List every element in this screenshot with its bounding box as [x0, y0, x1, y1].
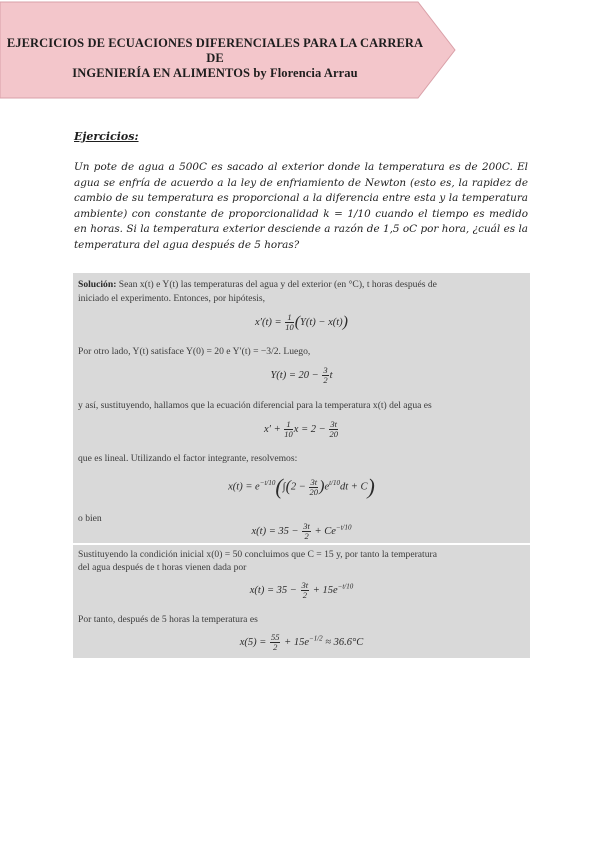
solution-line-4: y así, sustituyendo, hallamos que la ecuación diferencial para la temperatura x(t) del agua es	[78, 400, 432, 411]
solution-image-part-2	[73, 545, 530, 658]
title-banner	[0, 0, 600, 100]
equation-newton: x′(t) = $\frac{1}{10}$ (Y(t) − x(t))	[254, 312, 348, 332]
document-title	[0, 36, 430, 81]
solution-line-1	[78, 279, 526, 290]
solution-line-6: o bien	[78, 513, 102, 524]
equation-final-result: x(5) = $\frac{55}{2}$ + $15e^{-1/2} \approx 36.6^\circ C$	[239, 632, 364, 652]
solution-line-2: iniciado el experimento. Entonces, por hipótesis,	[78, 293, 266, 304]
solution2-line-2: del agua después de t horas vienen dada por	[78, 562, 247, 573]
solution-line-5: que es lineal. Utilizando el factor integrante, resolvemos:	[78, 453, 298, 464]
solution-lead: Solución:	[78, 279, 117, 290]
solution2-line-1: Sustituyendo la condición inicial x(0) = 50 concluimos que C = 15 y, por tanto la temperatura	[78, 549, 437, 560]
equation-integrating-factor: $x(t) = e^{-t/10}(\int(2$ − $\frac{3t}{20}$ )$e^{t/10}dt + C$)	[228, 474, 375, 499]
equation-particular-solution: x(t) = 35 − $\frac{3t}{2}$ + $15e^{-t/10}$	[249, 580, 354, 600]
solution-line-3: Por otro lado, Y(t) satisface Y(0) = 20 e Y′(t) = −3/2. Luego,	[78, 346, 311, 357]
equation-linear: x′ + $\frac{1}{10}$ x = 2 − $\frac{3t}{20}$	[263, 419, 338, 439]
title-line-2: INGENIERÍA EN ALIMENTOS by Florencia Arrau	[72, 66, 358, 80]
problem-statement: Un pote de agua a 500C es sacado al exterior donde la temperatura es de 200C. El agua se enfría de acuerdo a la ley de enfriamiento de Newton (esto es, la rapidez de cambio de su temperatura es proporcional a la diferencia entre esta y la temperatura ambiente) con constante de proporcionalidad k = 1/10 cuando el tiempo es medido en horas. Si la temperatura exterior desciende a razón de 1,5 oC por hora, ¿cuál es la temperatura del agua después de 5 horas?	[74, 161, 528, 251]
equation-general-solution: x(t) = 35 − $\frac{3t}{2}$ + $Ce^{-t/10}$	[251, 521, 352, 541]
solution-image-part-1	[73, 273, 530, 543]
title-line-1: EJERCICIOS DE ECUACIONES DIFERENCIALES PARA LA CARRERA DE	[6, 36, 424, 65]
solution2-line-3: Por tanto, después de 5 horas la temperatura es	[78, 614, 258, 625]
section-label: Ejercicios:	[74, 130, 139, 143]
solution-line-1-text: Sean x(t) e Y(t) las temperaturas del agua y del exterior (en °C), t horas después de	[118, 279, 437, 290]
equation-ambient: Y(t) = 20 − $\frac{3}{2}$ t	[270, 365, 333, 385]
